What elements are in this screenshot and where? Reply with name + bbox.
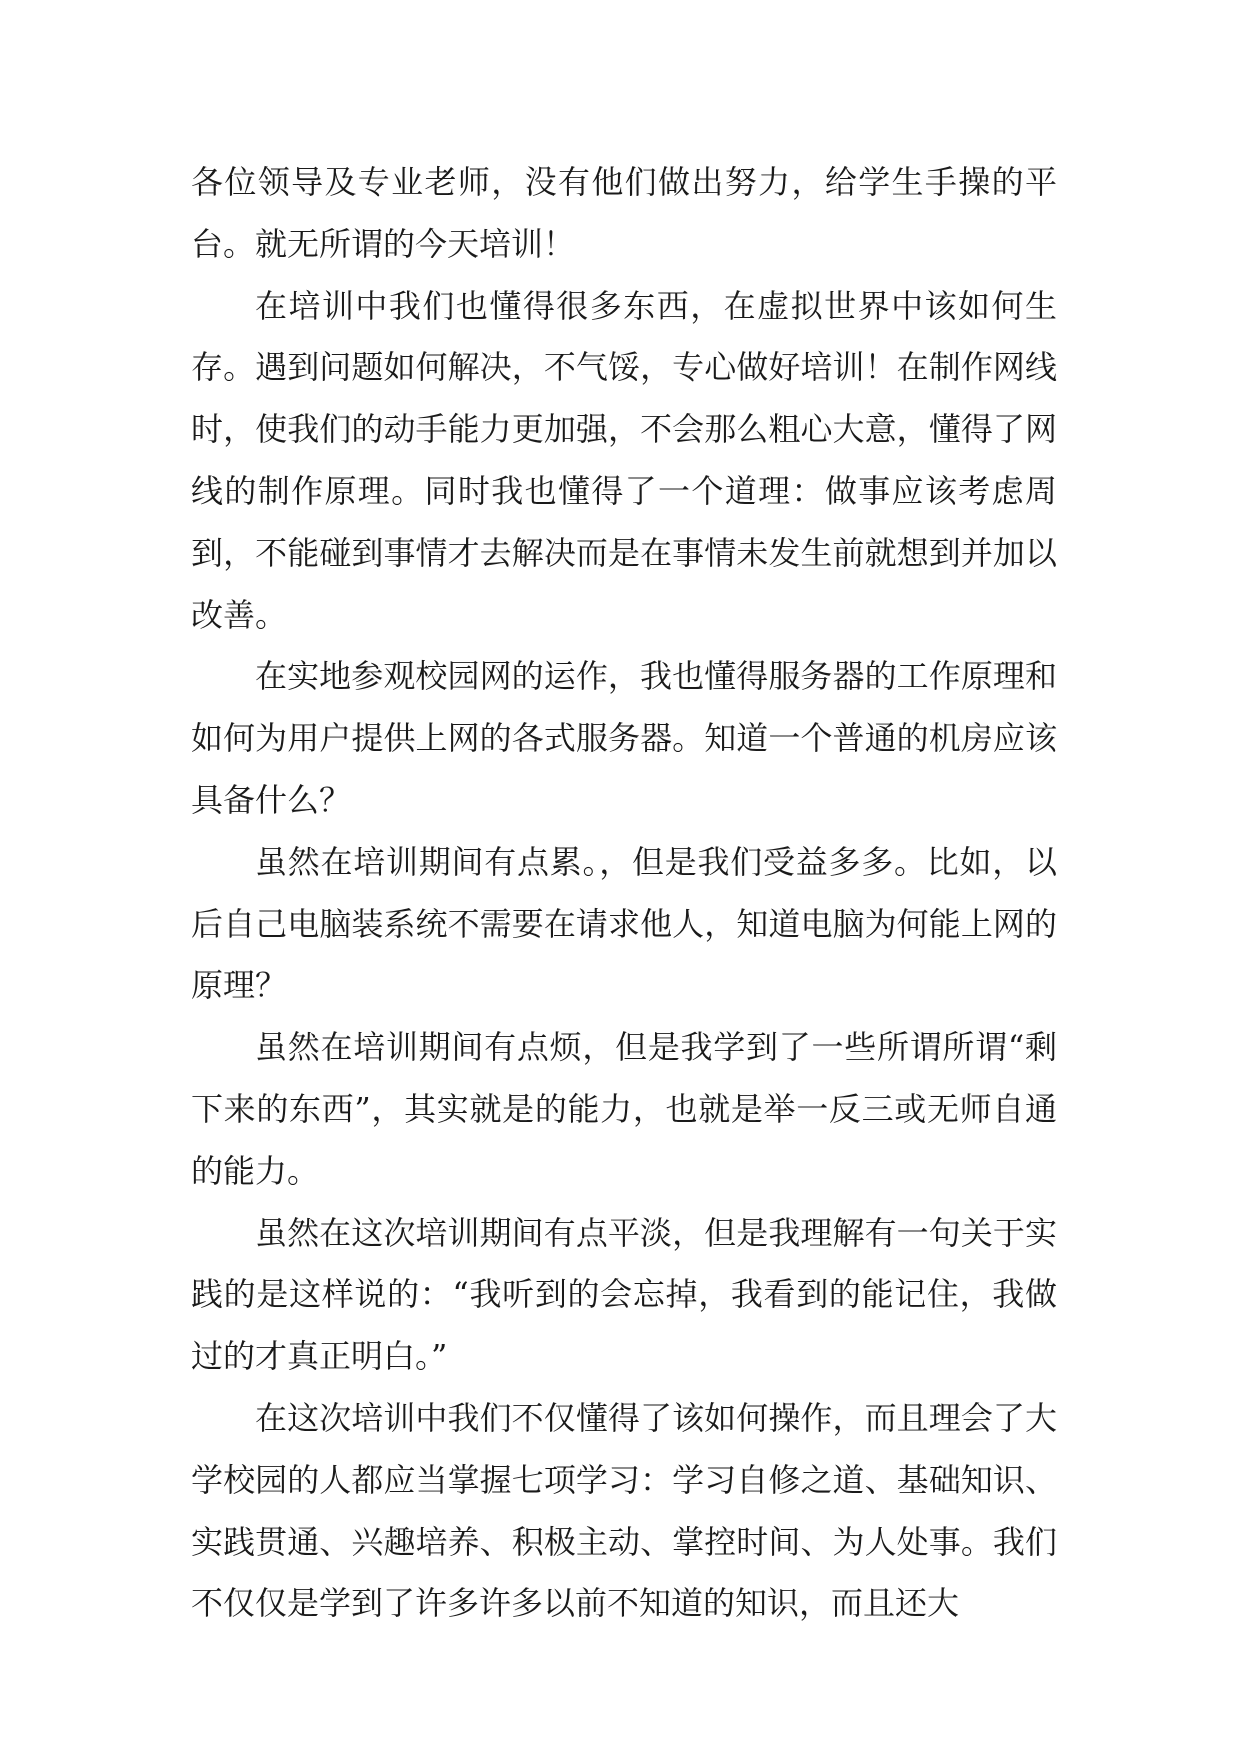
paragraph: 虽然在培训期间有点累。，但是我们受益多多。比如，以后自己电脑装系统不需要在请求他人，知道电脑为何能上网的原理？	[191, 842, 1057, 1005]
paragraph: 虽然在这次培训期间有点平淡，但是我理解有一句关于实践的是这样说的：“我听到的会忘掉，我看到的能记住，我做过的才真正明白。”	[191, 1213, 1057, 1376]
document-body	[191, 152, 1057, 1635]
paragraph: 在实地参观校园网的运作，我也懂得服务器的工作原理和如何为用户提供上网的各式服务器。知道一个普通的机房应该具备什么？	[191, 657, 1057, 819]
paragraph: 在这次培训中我们不仅懂得了该如何操作，而且理会了大学校园的人都应当掌握七项学习：学习自修之道、基础知识、实践贯通、兴趣培养、积极主动、掌控时间、为人处事。我们不仅仅是学到了许多许多以前不知道的知识，而且还大	[191, 1398, 1057, 1623]
paragraph-continuation: 各位领导及专业老师，没有他们做出努力，给学生手操的平台。就无所谓的今天培训！	[191, 163, 1057, 263]
paragraph: 在培训中我们也懂得很多东西，在虚拟世界中该如何生存。遇到问题如何解决，不气馁，专心做好培训！在制作网线时，使我们的动手能力更加强，不会那么粗心大意，懂得了网线的制作原理。同时我也懂得了一个道理：做事应该考虑周到，不能碰到事情才去解决而是在事情未发生前就想到并加以改善。	[191, 286, 1057, 634]
paragraph: 虽然在培训期间有点烦，但是我学到了一些所谓所谓“剩下来的东西”，其实就是的能力，也就是举一反三或无师自通的能力。	[191, 1028, 1057, 1190]
